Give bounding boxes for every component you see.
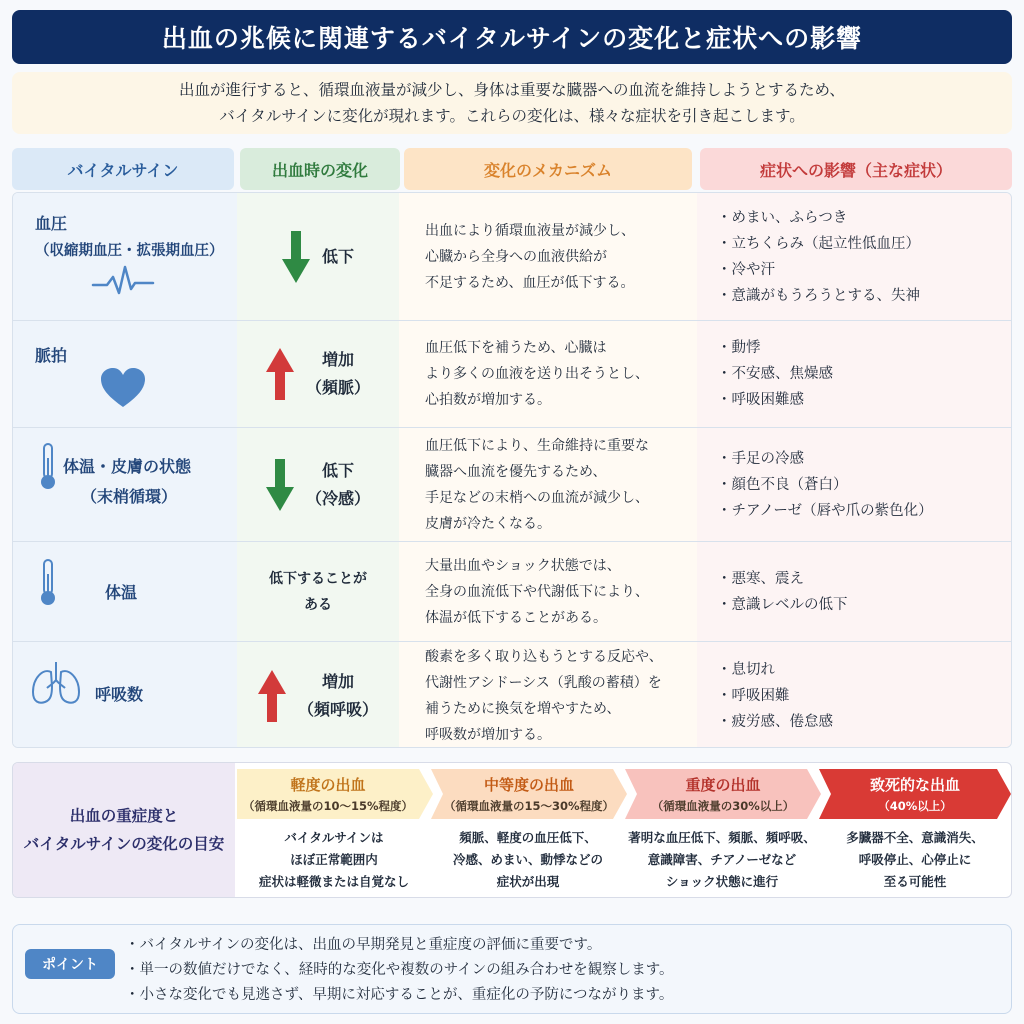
list-item: ・ 疲労感、倦怠感	[717, 709, 833, 735]
vital-cell	[13, 542, 237, 641]
vital-name: 呼吸数	[95, 685, 144, 704]
severity-level-moderate	[431, 763, 625, 897]
heart-icon	[99, 367, 147, 409]
table-row	[13, 428, 1012, 542]
vital-name: 体温	[105, 583, 138, 602]
symptom-list	[717, 205, 920, 309]
list-item: ・ 悪寒、震え	[717, 566, 848, 592]
severity-title: 軽度の出血	[290, 776, 366, 794]
intro-line-2: バイタルサインに変化が現れます。これらの変化は、様々な症状を引き起こします。	[219, 107, 805, 125]
table-row	[13, 321, 1012, 428]
symptom-list	[717, 657, 833, 735]
change-label: 低下	[321, 460, 354, 480]
mechanism-text: 血圧低下を補うため、心臓は より多くの血液を送り出そうとし、 心拍数が増加する。	[425, 340, 649, 408]
vital-name: 体温・皮膚の状態	[63, 457, 192, 476]
vital-name: 血圧	[35, 214, 68, 233]
header-effect: 症状への影響（主な症状）	[700, 148, 1012, 190]
change-label: 増加	[321, 350, 354, 369]
change-indicator	[282, 231, 354, 283]
change-indicator	[266, 457, 370, 513]
severity-range: （循環血液量の30%以上）	[651, 799, 795, 813]
change-label: 低下	[321, 246, 354, 266]
table-row	[13, 542, 1012, 642]
list-item: ・ 不安感、焦燥感	[717, 361, 833, 387]
severity-desc: 多臓器不全、意識消失、 呼吸停止、心停止に 至る可能性	[846, 830, 984, 889]
intro-box	[12, 72, 1012, 134]
list-item: ・ 意識がもうろうとする、失神	[717, 283, 920, 309]
points-list	[125, 933, 674, 1008]
vital-sub: （収縮期血圧・拡張期血圧）	[35, 243, 224, 259]
vital-cell	[13, 428, 237, 541]
symptom-list	[717, 566, 848, 618]
severity-range: （循環血液量の15〜30%程度）	[443, 799, 615, 813]
table-row	[13, 193, 1012, 321]
list-item: ・ バイタルサインの変化は、出血の早期発見と重症度の評価に重要です。	[125, 933, 674, 958]
lungs-icon	[29, 658, 83, 708]
page-title: 出血の兆候に関連するバイタルサインの変化と症状への影響	[12, 10, 1012, 64]
vital-cell	[13, 193, 237, 320]
change-sub: （冷感）	[305, 488, 370, 508]
severity-level-fatal	[819, 763, 1011, 897]
severity-title: 重度の出血	[685, 776, 761, 794]
list-item: ・ 立ちくらみ（起立性低血圧）	[717, 231, 920, 257]
list-item: ・ 動悸	[717, 335, 833, 361]
severity-range: （40%以上）	[878, 799, 952, 813]
mechanism-text: 血圧低下により、生命維持に重要な 臓器へ血流を優先するため、 手足などの末梢への血流が減少し、 皮膚が冷たくなる。	[425, 437, 649, 532]
list-item: ・ 単一の数値だけでなく、経時的な変化や複数のサインの組み合わせを観察します。	[125, 958, 674, 983]
list-item: ・ 息切れ	[717, 657, 833, 683]
change-sub: （頻呼吸）	[297, 699, 378, 719]
symptom-list	[717, 446, 933, 524]
header-vital: バイタルサイン	[12, 148, 234, 190]
severity-desc: 頻脈、軽度の血圧低下、 冷感、めまい、動悸などの 症状が出現	[452, 830, 603, 889]
severity-desc: 著明な血圧低下、頻脈、頻呼吸、 意識障害、チアノーゼなど ショック状態に進行	[628, 830, 816, 889]
arrow-down-icon	[266, 459, 294, 511]
header-change: 出血時の変化	[240, 148, 400, 190]
vital-cell	[13, 642, 237, 748]
points-box	[12, 924, 1012, 1014]
header-mechanism: 変化のメカニズム	[404, 148, 692, 190]
vital-sub: （末梢循環）	[81, 487, 178, 506]
list-item: ・ めまい、ふらつき	[717, 205, 920, 231]
change-indicator	[266, 346, 370, 402]
list-item: ・ 呼吸困難	[717, 683, 833, 709]
list-item: ・ 意識レベルの低下	[717, 592, 848, 618]
change-sub: ある	[304, 596, 332, 613]
intro-line-1: 出血が進行すると、循環血液量が減少し、身体は重要な臓器への血流を維持しようとするため、	[179, 81, 845, 99]
thermometer-icon	[37, 442, 59, 492]
vital-name: 脈拍	[35, 346, 68, 365]
symptom-list	[717, 335, 833, 413]
mechanism-text: 酸素を多く取り込もうとする反応や、 代謝性アシドーシス（乳酸の蓄積）を 補うために換気を増やすため、 呼吸数が増加する。	[425, 648, 663, 743]
points-badge: ポイント	[25, 949, 115, 979]
severity-label: 出血の重症度と バイタルサインの変化の目安	[13, 763, 235, 897]
severity-level-mild	[237, 763, 431, 897]
list-item: ・ 手足の冷感	[717, 446, 933, 472]
thermometer-icon	[37, 558, 59, 608]
severity-desc: バイタルサインは ほぼ正常範囲内 症状は軽微または自覚なし	[258, 830, 409, 889]
change-sub: （頻脈）	[305, 378, 370, 397]
severity-range: （循環血液量の10〜15%程度）	[242, 799, 414, 813]
list-item: ・ 呼吸困難感	[717, 387, 833, 413]
arrow-up-icon	[266, 348, 294, 400]
severity-title: 中等度の出血	[483, 776, 574, 794]
arrow-up-icon	[258, 670, 286, 722]
change-indicator	[269, 566, 367, 618]
vital-signs-table	[12, 148, 1012, 748]
change-indicator	[258, 668, 378, 724]
severity-title: 致死的な出血	[869, 776, 960, 794]
list-item: ・ 冷や汗	[717, 257, 920, 283]
pulse-wave-icon	[91, 263, 155, 299]
mechanism-text: 出血により循環血液量が減少し、 心臓から全身への血液供給が 不足するため、血圧が低下する。	[425, 222, 635, 291]
table-body	[12, 192, 1012, 748]
table-row	[13, 642, 1012, 748]
list-item: ・ 顔色不良（蒼白）	[717, 472, 933, 498]
list-item: ・ 小さな変化でも見逃さず、早期に対応することが、重症化の予防につながります。	[125, 983, 674, 1008]
severity-level-severe	[625, 763, 819, 897]
change-label: 低下することが	[269, 570, 367, 587]
arrow-down-icon	[282, 231, 310, 283]
severity-section	[12, 762, 1012, 898]
change-label: 増加	[321, 671, 354, 691]
vital-cell	[13, 321, 237, 427]
list-item: ・ チアノーゼ（唇や爪の紫色化）	[717, 498, 933, 524]
mechanism-text: 大量出血やショック状態では、 全身の血流低下や代謝低下により、 体温が低下することがある。	[425, 557, 649, 626]
